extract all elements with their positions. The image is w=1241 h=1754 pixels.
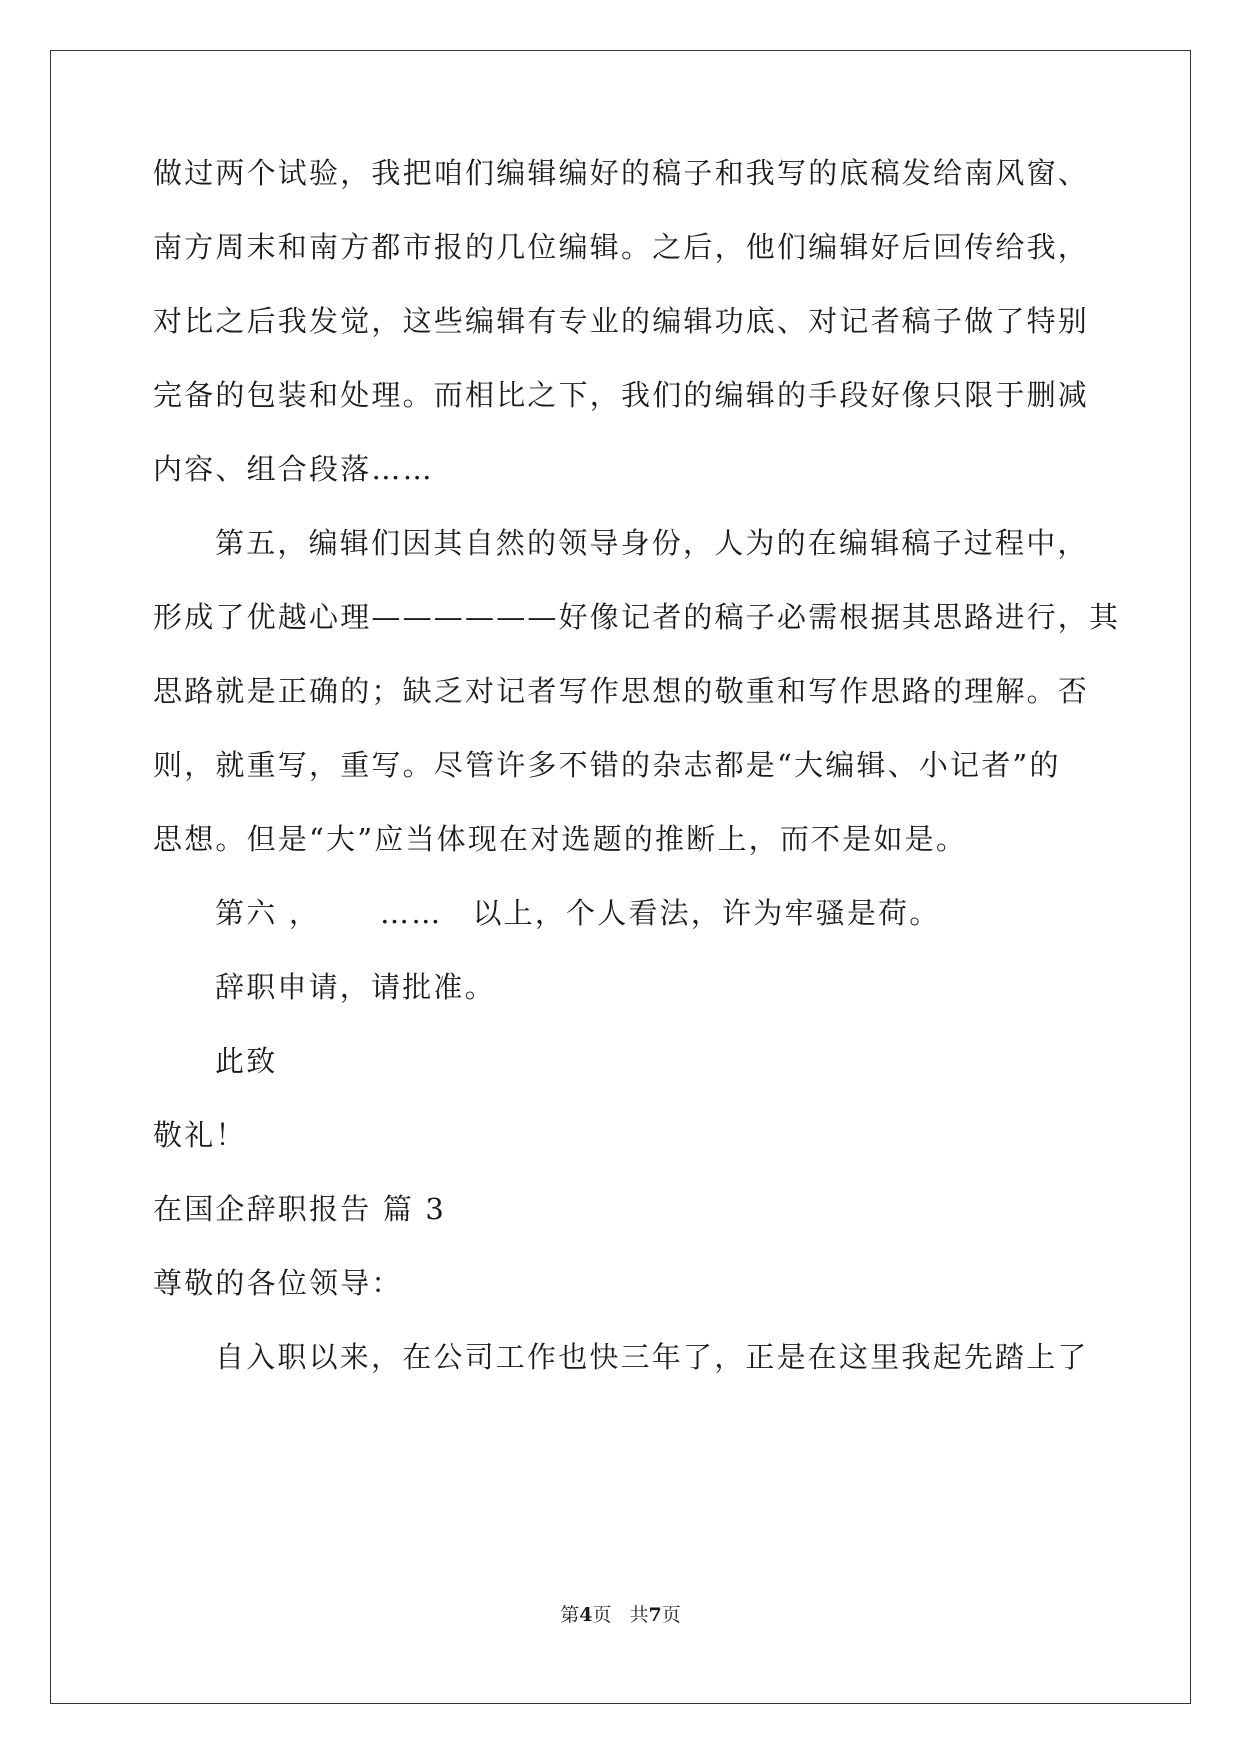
footer-page-suffix: 页 <box>592 1604 612 1626</box>
closing-remark: 以上，个人看法，许为牢骚是荷。 <box>472 896 941 930</box>
footer-total-prefix: 共 <box>629 1604 649 1626</box>
text-line: 思路就是正确的；缺乏对记者写作思想的敬重和写作思路的理解。否 <box>153 674 1090 708</box>
text-line: 自入职以来，在公司工作也快三年了，正是在这里我起先踏上了 <box>215 1340 1089 1374</box>
text-line: 做过两个试验，我把咱们编辑编好的稿子和我写的底稿发给南风窗、 <box>153 156 1090 190</box>
text-line: 对比之后我发觉，这些编辑有专业的编辑功底、对记者稿子做了特别 <box>153 304 1090 338</box>
text-line: 思想。但是“大”应当体现在对选题的推断上，而不是如是。 <box>153 822 968 856</box>
salutation-respect: 敬礼！ <box>153 1118 247 1152</box>
text-line-sixth <box>215 895 940 931</box>
text-line: 第五，编辑们因其自然的领导身份，人为的在编辑稿子过程中， <box>215 526 1089 560</box>
footer-total-suffix: 页 <box>661 1604 681 1626</box>
page-border <box>50 50 1191 1704</box>
greeting: 尊敬的各位领导： <box>153 1266 403 1300</box>
text-line: 南方周末和南方都市报的几位编辑。之后，他们编辑好后回传给我， <box>153 230 1090 264</box>
footer-prefix: 第 <box>560 1604 580 1626</box>
total-page-number: 7 <box>648 1604 662 1626</box>
current-page-number: 4 <box>579 1604 593 1626</box>
page-footer <box>0 1600 1241 1627</box>
section-heading: 在国企辞职报告 篇 3 <box>153 1192 447 1226</box>
sixth-label: 第六 ， <box>215 896 321 930</box>
text-line: 内容、组合段落…… <box>153 452 434 486</box>
text-line: 完备的包装和处理。而相比之下，我们的编辑的手段好像只限于删减 <box>153 378 1090 412</box>
text-line: 则，就重写，重写。尽管许多不错的杂志都是“大编辑、小记者”的 <box>153 748 1061 782</box>
text-line: 形成了优越心理——————好像记者的稿子必需根据其思路进行，其 <box>153 600 1121 634</box>
ellipsis: …… <box>380 896 443 930</box>
salutation-close: 此致 <box>215 1044 278 1078</box>
resignation-request: 辞职申请，请批准。 <box>215 970 496 1004</box>
